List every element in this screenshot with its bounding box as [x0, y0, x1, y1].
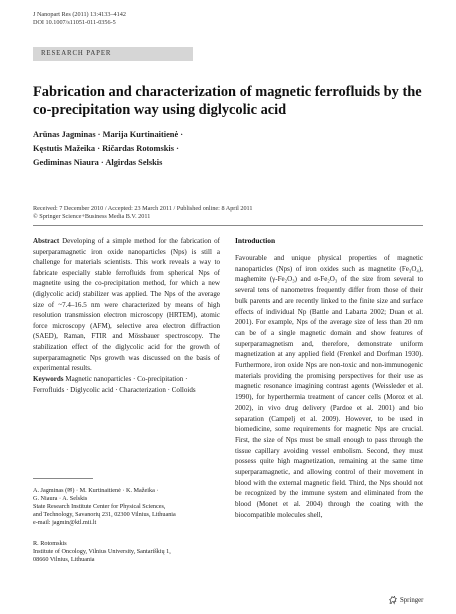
article-type-label: RESEARCH PAPER [41, 50, 112, 57]
keywords-section [33, 374, 220, 395]
author-line: Kęstutis Mažeika · Ričardas Rotomskis · [33, 143, 179, 153]
email-link[interactable]: e-mail: jagmin@ktl.mii.lt [33, 519, 97, 526]
affiliation-line: State Research Institute Center for Physical Sciences, [33, 503, 166, 510]
publisher-logo [388, 595, 423, 605]
affiliation-line: R. Rotomskis [33, 540, 67, 547]
keywords-text: Magnetic nanoparticles · Co-precipitation · Ferrofluids · Diglycolic acid · Characterization · Colloids [33, 375, 196, 394]
affiliation-line: and Technology, Savanorių 231, 02300 Vilnius, Lithuania [33, 511, 176, 518]
article-type-bar [33, 47, 193, 61]
author-line: Arūnas Jagminas · Marija Kurtinaitienė · [33, 130, 184, 139]
springer-horse-icon [388, 595, 398, 605]
introduction-heading: Introduction [235, 236, 276, 245]
paper-title: Fabrication and characterization of magnetic ferrofluids by the co-precipitation way using diglycolic acid [33, 84, 422, 118]
author-list [33, 128, 333, 169]
publication-dates: Received: 7 December 2010 / Accepted: 23 March 2011 / Published online: 8 April 2011 [33, 205, 253, 212]
abstract-section [33, 236, 220, 374]
keywords-heading: Keywords [33, 375, 64, 383]
abstract-heading: Abstract [33, 237, 60, 245]
author-line: Gediminas Niaura · Algirdas Selskis [33, 157, 163, 167]
author-affiliation-2 [33, 540, 223, 564]
affiliation-line: A. Jagminas (✉) · M. Kurtinaitienė · K. Mažeika · [33, 487, 159, 494]
author-affiliation-1 [33, 487, 223, 527]
publisher-name: Springer [400, 596, 424, 604]
affiliation-line: 08660 Vilnius, Lithuania [33, 556, 95, 563]
introduction-text: Favourable and unique physical properties of magnetic nanoparticles (Nps) of iron oxides such as magnetite (Fe₃O₄), maghemite (γ-Fe₂O₃) and α-Fe₂O₃ of the size from several to several tens of nanometres frequently differ from those of their bulk parents and are recently linked to the finite size and surface effects of individual Np (Battle and Labarta 2002; Duan et al. 2001). For example, Nps of the average size of less than 20 nm can be of a single magnetic domain and show features of superparamagnetism and, therefore, demonstrate uniform magnetization at any applied field (Frenkel and Dorfman 1930). Furthermore, iron oxide Nps are non-toxic and non-immunogenic materials providing the promising perspectives for their use as magnetic resonance imagining contrast agents (Weissleder et al. 1990), for hyperthermia treatment of cancer cells (Moroz et al. 2002), in vivo drug delivery (Pardoe et al. 2001) and bio separation (Campelj et al. 2009). However, to be used in biomedicine, some requirements for magnetic Nps are crucial. First, the size of Nps must be small enough to pass through the tissue capillary avoiding vessel embolism. Second, they must possess quite high magnetization, remaining at the same time superparamagnetic, and allowing control of their movement in blood with the external magnetic field. Third, the Nps should not be recognized by the immune system and eliminated from the blood (Monet et al. 2004) through the coating with the biocompatible molecules shell, [235, 254, 423, 519]
header-divider [33, 225, 423, 226]
abstract-text: Developing of a simple method for the fabrication of superparamagnetic iron oxide nanoparticles (Nps) is still a challenge for materials scientists. This work reveals a way to fabricate especially stable ferrofluids from spherical Nps of magnetite using the co-precipitation method, for which a new (diglycolic acid) stabilizer was applied. The Nps of the average size of ~7.4–16.5 nm were characterized by means of high resolution transmission electron microscopy (HRTEM), atomic force microscopy (AFM), selective area electron diffraction (SAED), Raman, FTIR and Mössbauer spectroscopy. The stabilization effect of the diglycolic acid for the growth of superparamagnetic Nps growth was discussed on the basis of experimental results. [33, 237, 220, 373]
footnote-divider [33, 478, 93, 479]
copyright-notice: © Springer Science+Business Media B.V. 2011 [33, 213, 151, 220]
journal-citation: J Nanopart Res (2011) 13:4133–4142 [33, 11, 126, 18]
affiliation-line: Institute of Oncology, Vilnius University, Santariškių 1, [33, 548, 171, 555]
doi[interactable]: DOI 10.1007/s11051-011-0356-5 [33, 19, 116, 26]
affiliation-line: G. Niaura · A. Selskis [33, 495, 88, 502]
